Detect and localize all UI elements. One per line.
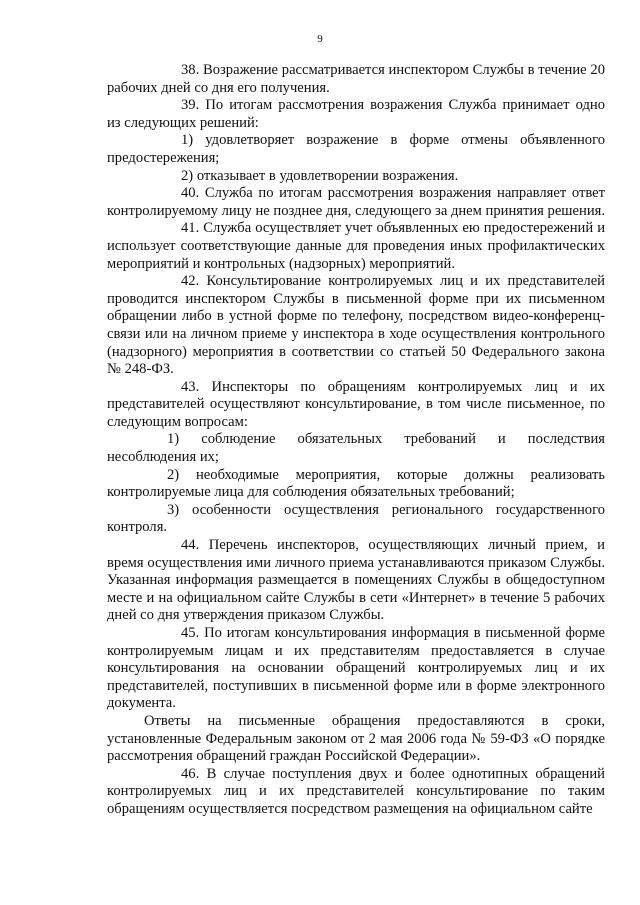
paragraph-number: 45. xyxy=(181,625,200,641)
list-item-number: 1) xyxy=(181,132,194,149)
paragraph-40 xyxy=(107,185,605,220)
paragraph-number: 46. xyxy=(181,765,200,782)
list-item-number: 2) xyxy=(181,167,194,184)
paragraph-text: Ответы на письменные обращения предоставляются в сроки, установленные Федеральным законом от 2 мая 2006 года № 59-ФЗ «О порядке рассмотрения обращений граждан Российской Федерации». xyxy=(107,712,605,765)
paragraph-text: В случае поступления двух и более однотипных обращений контролируемых лиц и их представителей консультирование по таким обращениям осуществляется посредством размещения на официальном сайте xyxy=(107,765,605,817)
list-item-39-2 xyxy=(107,168,605,186)
paragraph-46 xyxy=(107,766,605,819)
list-item-text: отказывает в удовлетворении возражения. xyxy=(196,167,459,184)
paragraph-text: Служба по итогам рассмотрения возражения направляет ответ контролируемому лицу не позднее дня, следующего за днем принятия решения. xyxy=(107,185,605,219)
paragraph-number: 41. xyxy=(181,220,200,237)
paragraph-number: 42. xyxy=(181,273,200,290)
list-item-number: 1) xyxy=(167,431,180,448)
list-item-number: 3) xyxy=(167,501,180,518)
paragraph-45-continued xyxy=(107,713,605,766)
list-item-39-1 xyxy=(107,132,605,167)
list-item-43-2 xyxy=(107,467,605,502)
paragraph-number: 44. xyxy=(181,537,200,554)
paragraph-text: Консультирование контролируемых лиц и их представителей проводится инспектором Службы в письменной форме при их письменном обращении либо в устной форме по телефону, посредством видео-конференц-связи или на личном приеме у инспектора в ходе осуществления контрольного (надзорного) мероприятия в соответствии со статьей 50 Федерального закона № 248-ФЗ. xyxy=(107,273,605,378)
paragraph-text: Перечень инспекторов, осуществляющих личный прием, и время осуществления ими личного приема устанавливаются приказом Службы. Указанная информация размещается в помещениях Службы в общедоступном месте и на официальном сайте Службы в сети «Интернет» в течение 5 рабочих дней со дня утверждения приказом Службы. xyxy=(107,537,605,624)
paragraph-number: 40. xyxy=(181,185,200,202)
list-item-43-1 xyxy=(107,431,605,466)
paragraph-41 xyxy=(107,220,605,273)
list-item-text: соблюдение обязательных требований и последствия несоблюдения их; xyxy=(107,431,605,466)
paragraph-text: Служба осуществляет учет объявленных ею предостережений и использует соответствующие данные для проведения иных профилактических мероприятий и контрольных (надзорных) мероприятий. xyxy=(107,220,606,272)
paragraph-number: 43. xyxy=(181,378,200,395)
paragraph-44 xyxy=(107,537,605,625)
list-item-43-3 xyxy=(107,502,605,537)
document-body xyxy=(107,62,605,819)
paragraph-text: По итогам консультирования информация в письменной форме контролируемым лицам и их представителям предоставляется в случае консультирования на основании обращений контролируемых лиц и их представителей, поступивших в письменной форме или в форме электронного документа. xyxy=(107,625,605,712)
paragraph-42 xyxy=(107,273,605,379)
paragraph-number: 39. xyxy=(181,97,200,114)
list-item-text: необходимые мероприятия, которые должны реализовать контролируемые лица для соблюдения обязательных требований; xyxy=(107,466,605,501)
paragraph-38 xyxy=(107,62,605,97)
paragraph-number: 38. xyxy=(181,62,200,78)
paragraph-text: По итогам рассмотрения возражения Служба принимает одно из следующих решений: xyxy=(107,97,605,131)
list-item-number: 2) xyxy=(167,466,180,483)
list-item-text: удовлетворяет возражение в форме отмены объявленного предостережения; xyxy=(107,132,606,166)
paragraph-text: Возражение рассматривается инспектором Службы в течение 20 рабочих дней со дня его получения. xyxy=(107,62,605,96)
paragraph-43 xyxy=(107,379,605,432)
list-item-text: особенности осуществления регионального государственного контроля. xyxy=(107,501,605,536)
page-number: 9 xyxy=(317,33,323,45)
paragraph-45 xyxy=(107,625,605,713)
paragraph-text: Инспекторы по обращениям контролируемых лиц и их представителей осуществляют консультирование, в том числе письменное, по следующим вопросам: xyxy=(107,378,605,430)
paragraph-39 xyxy=(107,97,605,132)
